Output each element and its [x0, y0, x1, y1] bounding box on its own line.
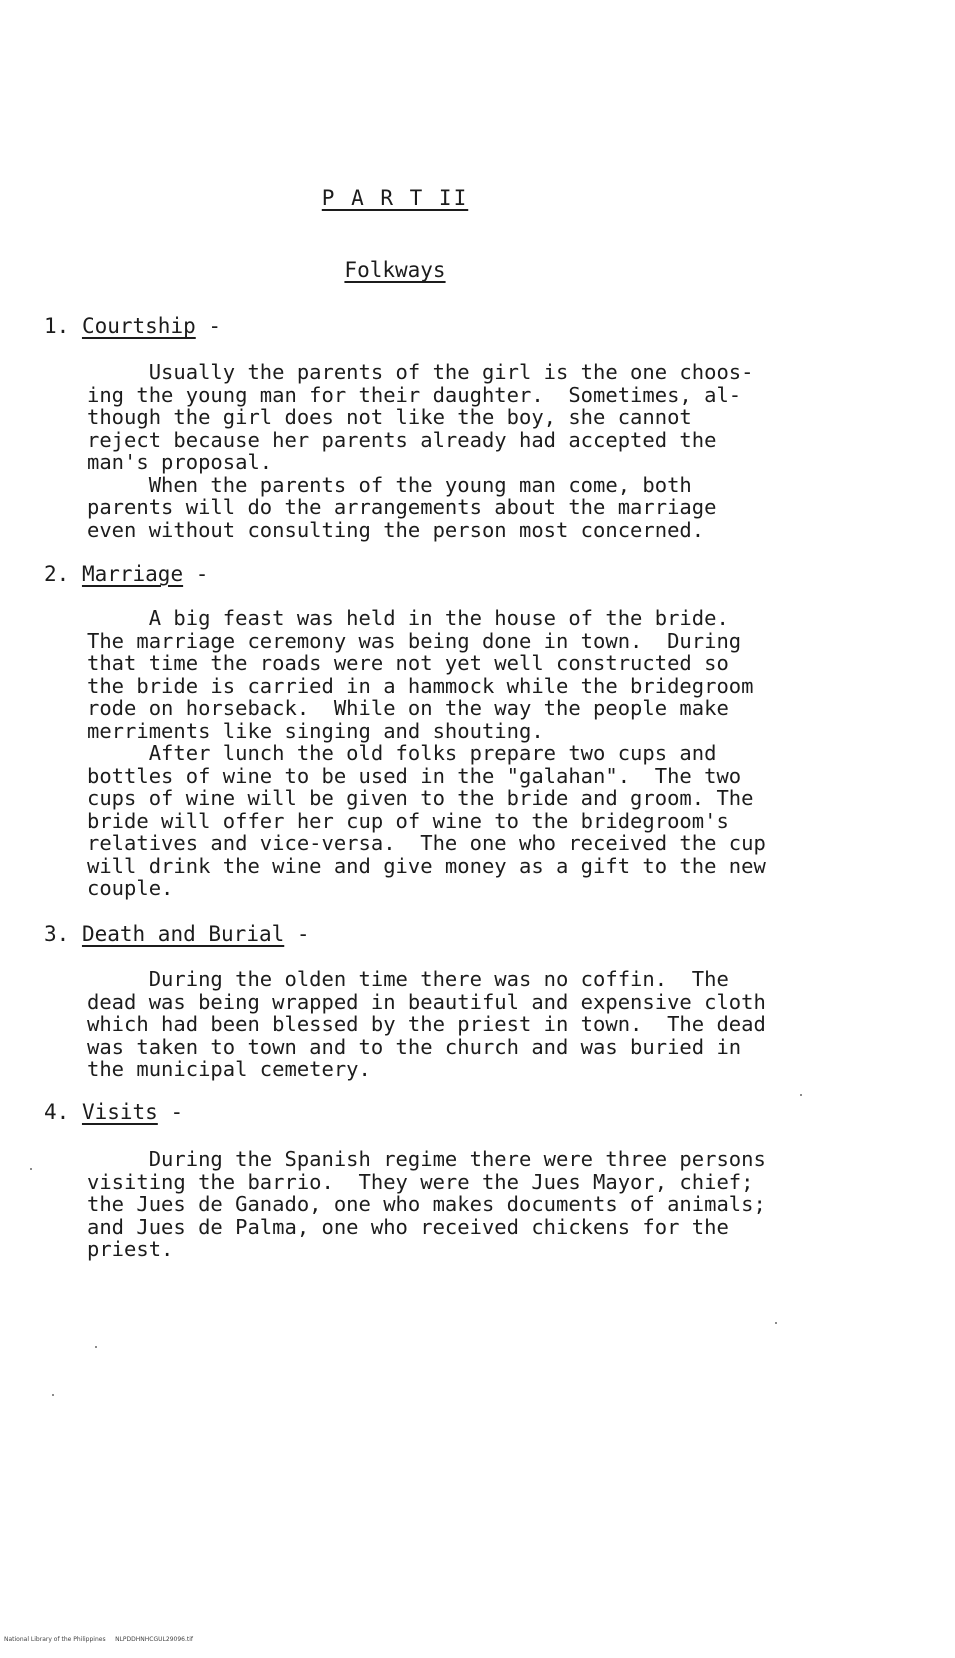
text-line: relatives and vice-versa. The one who received the cup: [87, 831, 766, 855]
section-title: Death and Burial: [81, 922, 285, 946]
scan-speck: [95, 1346, 97, 1348]
text-line: merriments like singing and shouting.: [87, 718, 544, 743]
text-line: the bride is carried in a hammock while the bridegroom: [87, 673, 754, 698]
text-line: the Jues de Ganado, one who makes documents of animals;: [87, 1192, 766, 1216]
section-heading-courtship: [44, 314, 221, 338]
text-line: even without consulting the person most concerned.: [87, 517, 705, 542]
section-dash: -: [296, 922, 310, 946]
courtship-text: [87, 361, 847, 541]
text-line: was taken to town and to the church and was buried in: [87, 1034, 742, 1059]
text-line: Usually the parents of the girl is the one choos-: [87, 360, 754, 384]
text-line: priest.: [87, 1237, 174, 1261]
section-title: Courtship: [81, 314, 196, 338]
section-number: 1.: [44, 314, 70, 338]
text-line: reject because her parents already had accepted the: [87, 427, 717, 452]
text-line: After lunch the old folks prepare two cups and: [87, 741, 717, 765]
scan-speck: [52, 1394, 54, 1396]
text-line: ing the young man for their daughter. Sometimes, al-: [87, 382, 742, 407]
text-line: During the olden time there was no coffin. The: [87, 967, 729, 991]
scan-speck: [800, 1094, 802, 1096]
text-line: couple.: [87, 876, 174, 900]
death-and-burial-text: [87, 968, 847, 1081]
section-heading-marriage: [44, 562, 208, 586]
text-line: cups of wine will be given to the bride and groom. The: [87, 786, 754, 810]
section-number: 3.: [44, 922, 70, 946]
text-line: the municipal cemetery.: [87, 1057, 371, 1081]
visits-text: [87, 1148, 847, 1261]
text-line: though the girl does not like the boy, she cannot: [87, 405, 692, 429]
section-number: 2.: [44, 562, 70, 586]
section-heading-visits: [44, 1100, 183, 1124]
text-line: The marriage ceremony was being done in town. During: [87, 628, 742, 653]
text-line: visiting the barrio. They were the Jues Mayor, chief;: [87, 1169, 754, 1194]
text-line: bride will offer her cup of wine to the bridegroom's: [87, 808, 729, 833]
text-line: which had been blessed by the priest in town. The dead: [87, 1012, 766, 1036]
text-line: parents will do the arrangements about the marriage: [87, 495, 717, 519]
text-line: will drink the wine and give money as a gift to the new: [87, 853, 766, 878]
section-subtitle: Folkways: [344, 258, 446, 282]
text-line: A big feast was held in the house of the bride.: [87, 606, 729, 630]
section-dash: -: [170, 1100, 184, 1124]
text-line: When the parents of the young man come, both: [87, 472, 692, 497]
text-line: that time the roads were not yet well constructed so: [87, 651, 729, 675]
text-line: and Jues de Palma, one who received chickens for the: [87, 1214, 729, 1239]
scan-speck: [30, 1168, 32, 1170]
scan-speck: [775, 1322, 777, 1324]
text-line: man's proposal.: [87, 450, 273, 474]
section-dash: -: [195, 562, 209, 586]
section-title: Marriage: [81, 562, 184, 586]
part-title: P A R T II: [321, 186, 469, 210]
section-number: 4.: [44, 1100, 70, 1124]
text-line: rode on horseback. While on the way the people make: [87, 696, 729, 720]
text-line: bottles of wine to be used in the "galahan". The two: [87, 763, 742, 788]
text-line: dead was being wrapped in beautiful and expensive cloth: [87, 989, 766, 1014]
scan-footer-caption: National Library of the Philippines NLPDDHNHCGUL29096.tif: [4, 1636, 194, 1643]
section-heading-death-and-burial: [44, 922, 310, 946]
marriage-text: [87, 607, 847, 900]
section-dash: -: [208, 314, 222, 338]
text-line: During the Spanish regime there were three persons: [87, 1147, 766, 1171]
section-title: Visits: [81, 1100, 158, 1124]
